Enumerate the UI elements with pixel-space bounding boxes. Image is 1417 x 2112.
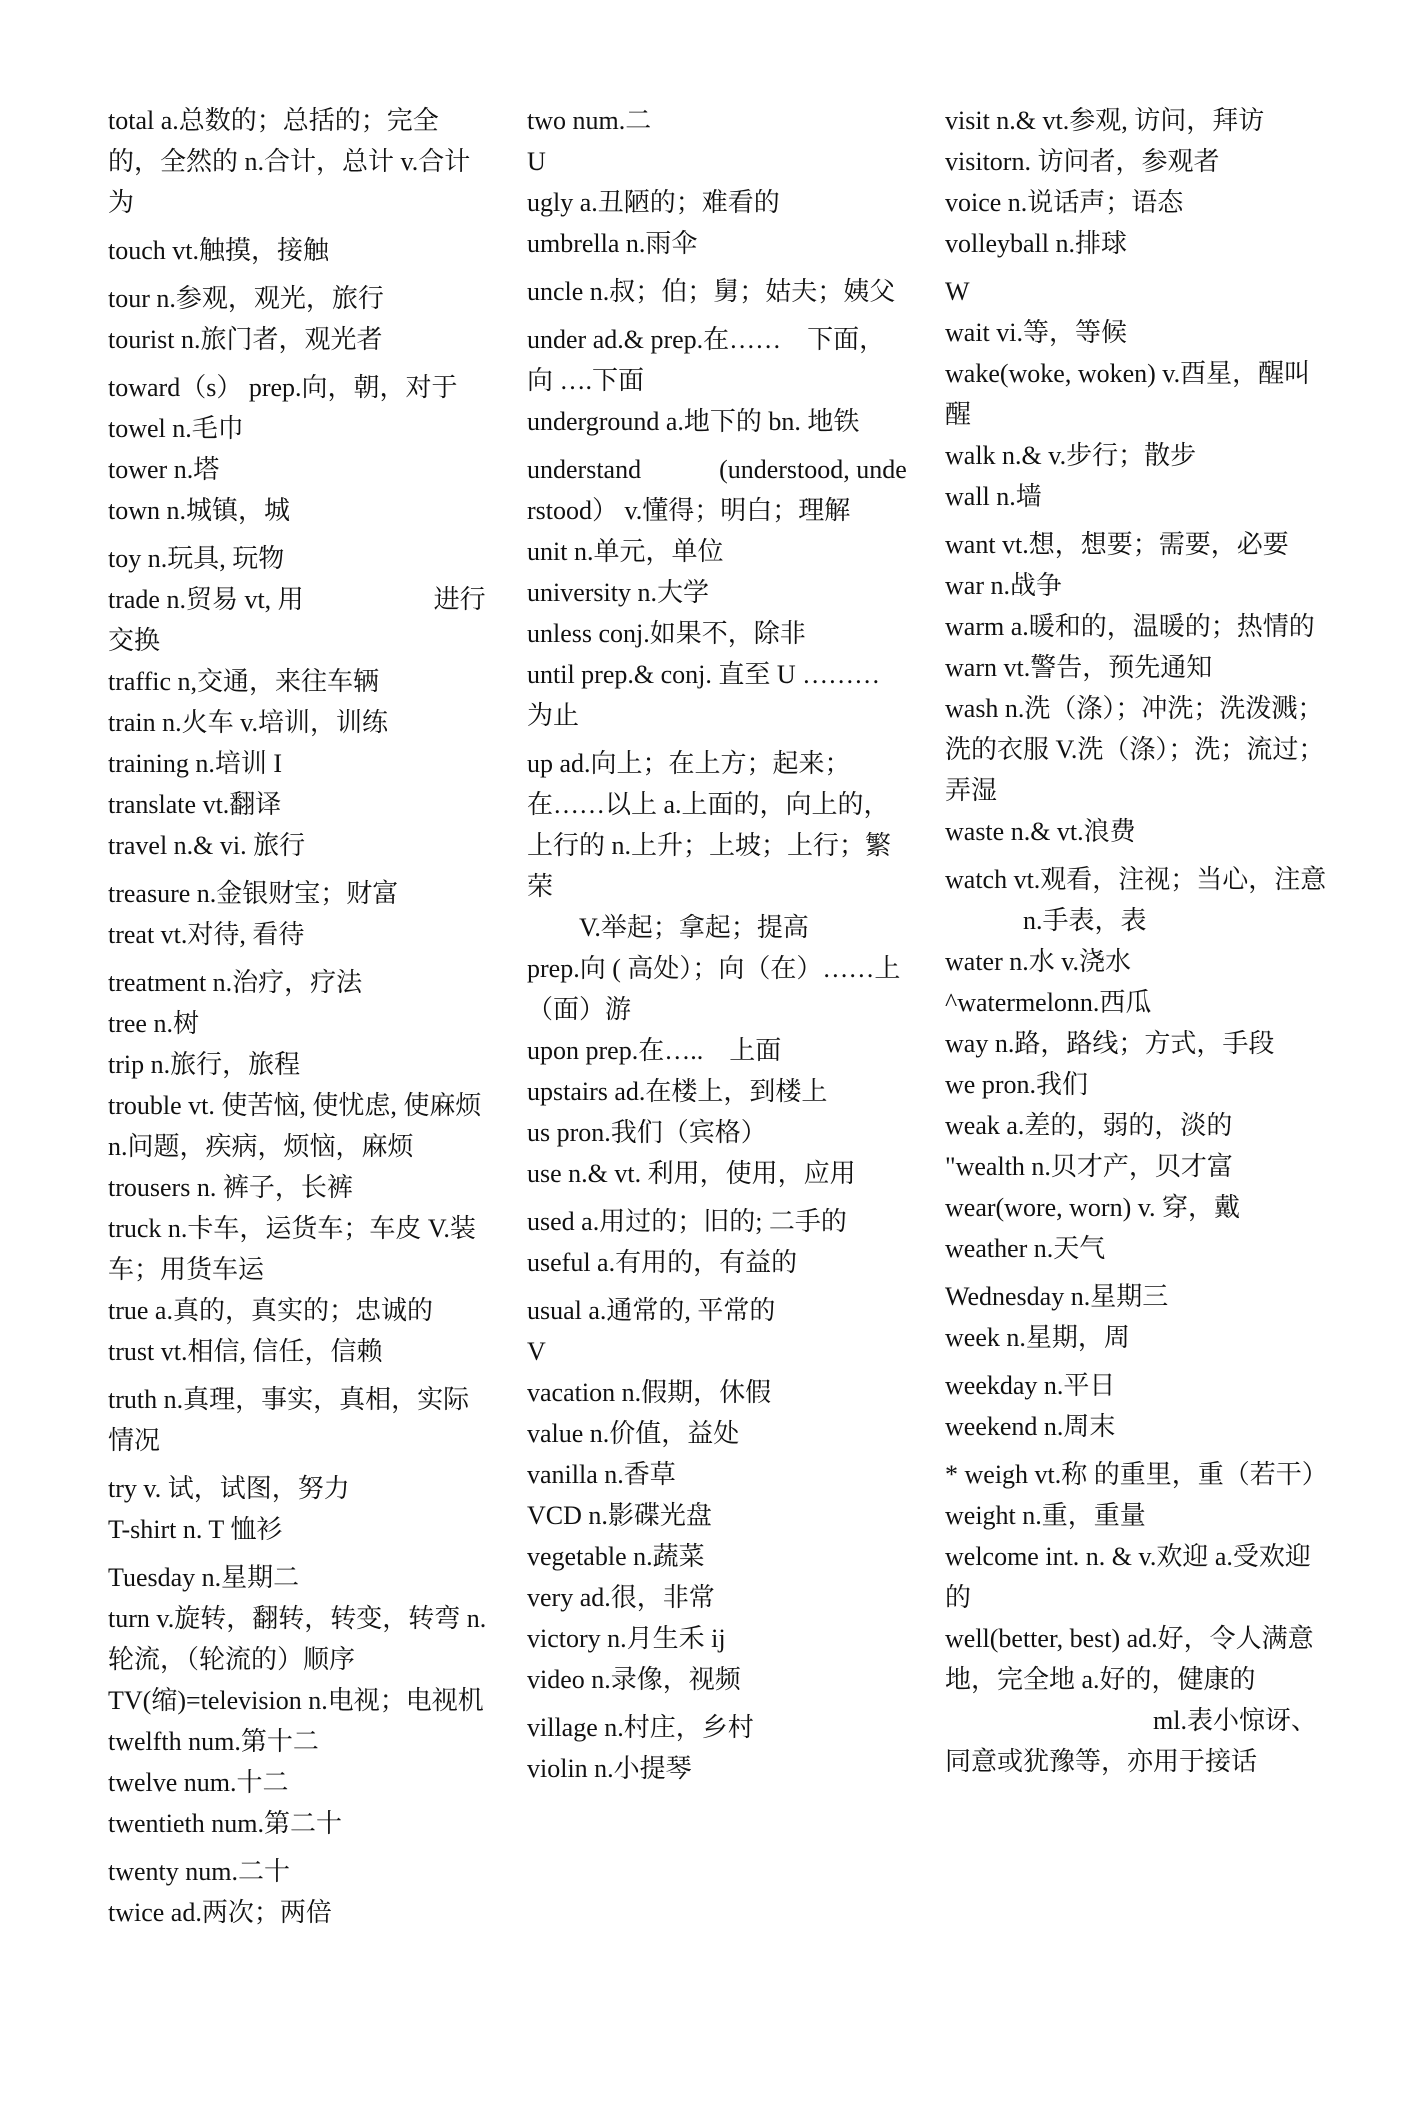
entry-upon: upon prep.在….. 上面 bbox=[527, 1036, 782, 1065]
entry-travel: travel n.& vi. 旅行 bbox=[108, 831, 306, 860]
entry-watch: watch vt.观看，注视；当心，注意 bbox=[945, 865, 1327, 894]
entry-training: training n.培训 I bbox=[108, 749, 283, 778]
entry-weekday: weekday n.平日 bbox=[945, 1371, 1116, 1400]
entry-up-verb: V.举起；拿起；提高 prep.向 ( 高处）；向（在）……上（面）游 bbox=[527, 913, 913, 1024]
entry-twelve: twelve num.十二 bbox=[108, 1768, 289, 1797]
entry-understand: understand (understood, understood） v.懂得；明白；理解 bbox=[527, 455, 907, 525]
entry-town: town n.城镇，城 bbox=[108, 496, 291, 525]
entry-total: total a.总数的；总括的；完全的，全然的 n.合计，总计 v.合计为 bbox=[108, 106, 471, 217]
entry-uncle: uncle n.叔；伯；舅；姑夫；姨父 bbox=[527, 277, 896, 306]
entry-tourist: tourist n.旅门者，观光者 bbox=[108, 325, 383, 354]
entry-tree: tree n.树 bbox=[108, 1009, 199, 1038]
entry-well: well(better, best) ad.好，令人满意地，完全地 a.好的，健康的 bbox=[945, 1624, 1314, 1694]
entry-trust: trust vt.相信, 信任，信赖 bbox=[108, 1337, 383, 1366]
entry-used: used a.用过的；旧的; 二手的 bbox=[527, 1207, 847, 1236]
entry-wall: wall n.墙 bbox=[945, 482, 1042, 511]
entry-vegetable: vegetable n.蔬菜 bbox=[527, 1542, 705, 1571]
entry-we: we pron.我们 bbox=[945, 1070, 1088, 1099]
entry-way: way n.路，路线；方式，手段 bbox=[945, 1029, 1275, 1058]
entry-usual: usual a.通常的, 平常的 bbox=[527, 1296, 776, 1325]
entry-twelfth: twelfth num.第十二 bbox=[108, 1727, 319, 1756]
entry-value: value n.价值，益处 bbox=[527, 1419, 740, 1448]
entry-train: train n.火车 v.培训，训练 bbox=[108, 708, 388, 737]
entry-use: use n.& vt. 利用，使用，应用 bbox=[527, 1159, 856, 1188]
entry-try: try v. 试，试图，努力 bbox=[108, 1474, 350, 1503]
entry-warn: warn vt.警告，预先通知 bbox=[945, 653, 1213, 682]
entry-ugly: ugly a.丑陋的；难看的 bbox=[527, 188, 780, 217]
entry-visitor: visitorn. 访问者，参观者 bbox=[945, 147, 1220, 176]
entry-unless: unless conj.如果不，除非 bbox=[527, 619, 806, 648]
entry-twice: twice ad.两次；两倍 bbox=[108, 1898, 332, 1927]
entry-upstairs: upstairs ad.在楼上，到楼上 bbox=[527, 1077, 828, 1106]
entry-tuesday: Tuesday n.星期二 bbox=[108, 1563, 300, 1592]
vocabulary-column-2 bbox=[527, 100, 913, 1789]
entry-twenty: twenty num.二十 bbox=[108, 1857, 290, 1886]
entry-week: week n.星期，周 bbox=[945, 1323, 1130, 1352]
entry-useful: useful a.有用的，有益的 bbox=[527, 1248, 798, 1277]
entry-underground: underground a.地下的 bn. 地铁 bbox=[527, 407, 860, 436]
entry-watermelon: ^watermelonn.西瓜 bbox=[945, 988, 1152, 1017]
entry-violin: violin n.小提琴 bbox=[527, 1754, 692, 1783]
entry-warm: warm a.暖和的，温暖的；热情的 bbox=[945, 612, 1315, 641]
entry-wear: wear(wore, worn) v. 穿，戴 bbox=[945, 1193, 1241, 1222]
entry-vacation: vacation n.假期，休假 bbox=[527, 1378, 772, 1407]
entry-watch-noun: n.手表，表 bbox=[945, 906, 1147, 935]
entry-trip: trip n.旅行，旅程 bbox=[108, 1050, 301, 1079]
entry-toy: toy n.玩具, 玩物 bbox=[108, 544, 285, 573]
vocabulary-column-1 bbox=[108, 100, 488, 1933]
entry-trouble: trouble vt. 使苦恼, 使忧虑, 使麻烦 n.问题，疾病，烦恼，麻烦 bbox=[108, 1091, 488, 1161]
entry-up: up ad.向上；在上方；起来；在……以上 a.上面的，向上的，上行的 n.上升；上坡；上行；繁荣 bbox=[527, 749, 892, 901]
entry-wealth: "wealth n.贝才产，贝才富 bbox=[945, 1152, 1233, 1181]
entry-true: true a.真的，真实的；忠诚的 bbox=[108, 1296, 433, 1325]
section-letter-v: V bbox=[527, 1337, 546, 1366]
entry-truck: truck n.卡车，运货车；车皮 V.装车；用货车运 bbox=[108, 1214, 476, 1284]
entry-weather: weather n.天气 bbox=[945, 1234, 1106, 1263]
entry-treat: treat vt.对待, 看待 bbox=[108, 920, 305, 949]
entry-welcome: welcome int. n. & v.欢迎 a.受欢迎的 bbox=[945, 1542, 1311, 1612]
entry-victory: victory n.月生禾 ij bbox=[527, 1624, 726, 1653]
entry-wednesday: Wednesday n.星期三 bbox=[945, 1282, 1169, 1311]
entry-wake: wake(woke, woken) v.酉星，醒叫醒 bbox=[945, 359, 1311, 429]
entry-twentieth: twentieth num.第二十 bbox=[108, 1809, 342, 1838]
entry-weight: weight n.重，重量 bbox=[945, 1501, 1146, 1530]
entry-until: until prep.& conj. 直至 U ……… 为止 bbox=[527, 660, 887, 730]
entry-waste: waste n.& vt.浪费 bbox=[945, 817, 1136, 846]
entry-well-interjection: ml.表小惊讶、同意或犹豫等，亦用于接话 bbox=[945, 1706, 1317, 1776]
entry-trousers: trousers n. 裤子，长裤 bbox=[108, 1173, 353, 1202]
entry-very: very ad.很，非常 bbox=[527, 1583, 715, 1612]
entry-vanilla: vanilla n.香草 bbox=[527, 1460, 676, 1489]
entry-umbrella: umbrella n.雨伞 bbox=[527, 229, 698, 258]
entry-university: university n.大学 bbox=[527, 578, 709, 607]
entry-visit: visit n.& vt.参观, 访问，拜访 bbox=[945, 106, 1265, 135]
entry-towel: towel n.毛巾 bbox=[108, 414, 244, 443]
section-letter-w: W bbox=[945, 277, 970, 306]
entry-video: video n.录像，视频 bbox=[527, 1665, 741, 1694]
entry-turn: turn v.旋转，翻转，转变，转弯 n.轮流，（轮流的）顺序 bbox=[108, 1604, 487, 1674]
entry-vcd: VCD n.影碟光盘 bbox=[527, 1501, 712, 1530]
entry-tour: tour n.参观，观光，旅行 bbox=[108, 284, 384, 313]
entry-wait: wait vi.等，等候 bbox=[945, 318, 1127, 347]
entry-weigh: * weigh vt.称 的重里，重（若干） bbox=[945, 1460, 1328, 1489]
entry-truth: truth n.真理，事实，真相，实际情况 bbox=[108, 1385, 470, 1455]
entry-two: two num.二 bbox=[527, 106, 652, 135]
entry-tv: TV(缩)=television n.电视；电视机 bbox=[108, 1686, 484, 1715]
entry-touch: touch vt.触摸，接触 bbox=[108, 236, 329, 265]
entry-unit: unit n.单元，单位 bbox=[527, 537, 724, 566]
entry-t-shirt: T-shirt n. T 恤衫 bbox=[108, 1515, 283, 1544]
vocabulary-column-3 bbox=[945, 100, 1330, 1782]
entry-want: want vt.想，想要；需要，必要 bbox=[945, 530, 1289, 559]
entry-voice: voice n.说话声；语态 bbox=[945, 188, 1184, 217]
entry-under: under ad.& prep.在…… 下面，向 ….下面 bbox=[527, 325, 886, 395]
entry-weak: weak a.差的，弱的，淡的 bbox=[945, 1111, 1233, 1140]
entry-wash: wash n.洗（涤）；冲洗；洗泼溅；洗的衣服 V.洗（涤）；洗；流过；弄湿 bbox=[945, 694, 1325, 805]
entry-us: us pron.我们（宾格） bbox=[527, 1118, 767, 1147]
entry-toward: toward（s） prep.向，朝，对于 bbox=[108, 373, 458, 402]
entry-treatment: treatment n.治疗，疗法 bbox=[108, 968, 363, 997]
entry-traffic: traffic n,交通，来往车辆 bbox=[108, 667, 380, 696]
entry-walk: walk n.& v.步行；散步 bbox=[945, 441, 1197, 470]
entry-trade: trade n.贸易 vt, 用 进行交换 bbox=[108, 585, 486, 655]
section-letter-u: U bbox=[527, 147, 546, 176]
entry-tower: tower n.塔 bbox=[108, 455, 220, 484]
entry-treasure: treasure n.金银财宝；财富 bbox=[108, 879, 399, 908]
entry-war: war n.战争 bbox=[945, 571, 1062, 600]
entry-water: water n.水 v.浇水 bbox=[945, 947, 1132, 976]
entry-weekend: weekend n.周末 bbox=[945, 1412, 1116, 1441]
entry-translate: translate vt.翻译 bbox=[108, 790, 282, 819]
entry-village: village n.村庄，乡村 bbox=[527, 1713, 754, 1742]
entry-volleyball: volleyball n.排球 bbox=[945, 229, 1127, 258]
